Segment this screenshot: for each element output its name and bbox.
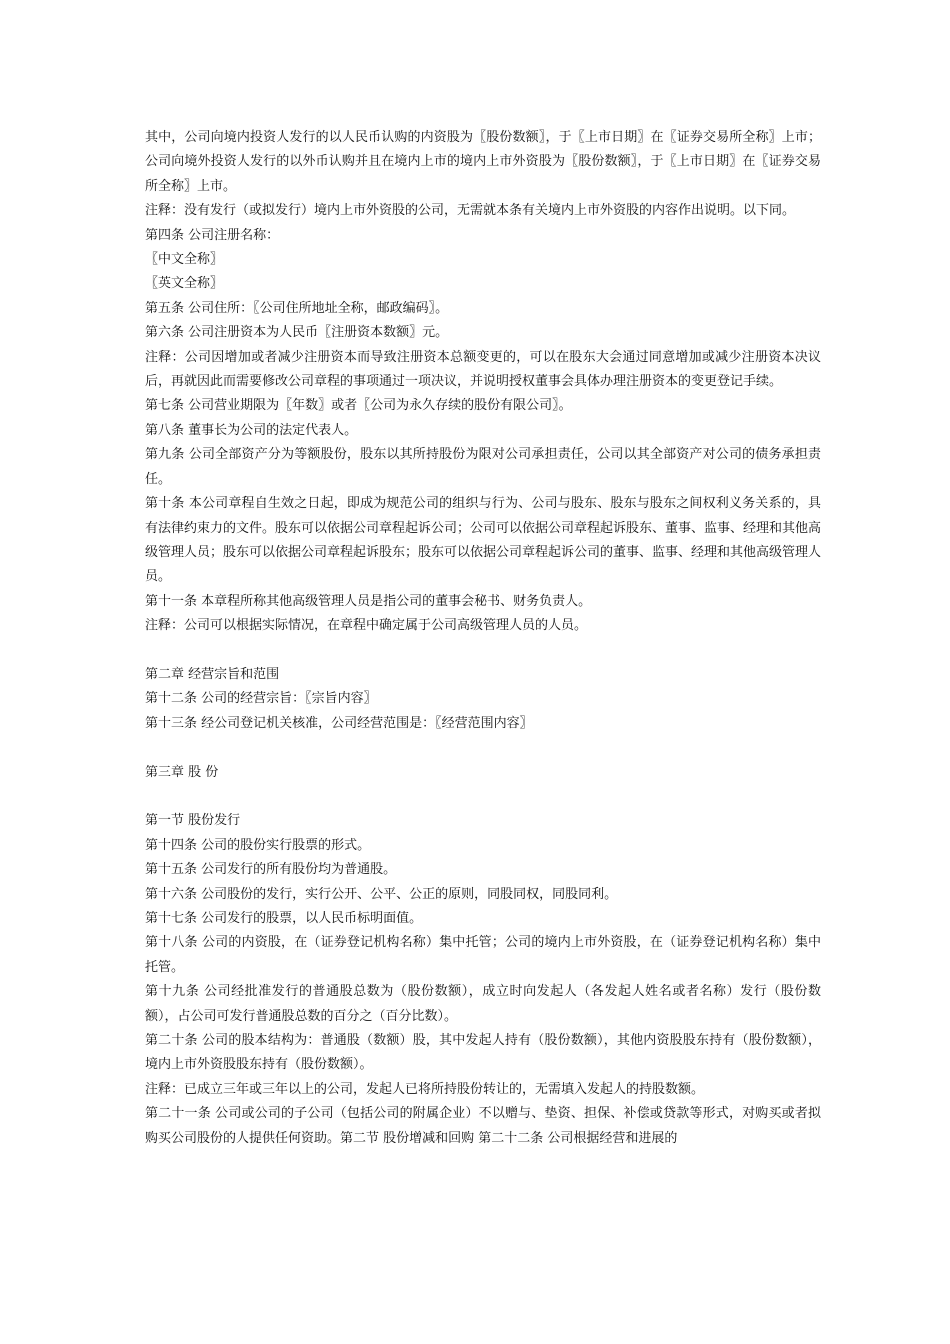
para-note-foreign-shares: 注释：没有发行（或拟发行）境内上市外资股的公司，无需就本条有关境内上市外资股的内容作出说明。以下同。 (145, 203, 796, 219)
article-15: 第十五条 公司发行的所有股份均为普通股。 (145, 862, 397, 878)
article-4: 第四条 公司注册名称： (145, 227, 280, 243)
article-20: 第二十条 公司的股本结构为：普通股（数额）股，其中发起人持有（股份数额），其他内资股股东持有（股份数额），境内上市外资股股东持有（股份数额）。 (145, 1032, 821, 1073)
blank-line (145, 639, 821, 663)
article-9: 第九条 公司全部资产分为等额股份，股东以其所持股份为限对公司承担责任，公司以其全部资产对公司的债务承担责任。 (145, 447, 821, 487)
article-11: 第十一条 本章程所称其他高级管理人员是指公司的董事会秘书、财务负责人。 (145, 593, 592, 609)
para-share-listing: 其中，公司向境内投资人发行的以人民币认购的内资股为〖股份数额〗，于〖上市日期〗在〖证券交易所全称〗上市；公司向境外投资人发行的以外币认购并且在境内上市的境内上市外资股为〖股份数额〗，于〖上市日期〗在〖证券交易所全称〗上市。 (145, 130, 821, 194)
article-18: 第十八条 公司的内资股，在（证券登记机构名称）集中托管；公司的境内上市外资股，在（证券登记机构名称）集中托管。 (145, 935, 821, 975)
para-note-senior-managers: 注释：公司可以根据实际情况，在章程中确定属于公司高级管理人员的人员。 (145, 618, 588, 634)
article-8: 第八条 董事长为公司的法定代表人。 (145, 422, 358, 438)
article-13: 第十三条 经公司登记机关核准，公司经营范围是：〖经营范围内容〗 (145, 715, 533, 731)
blank-line (145, 736, 821, 760)
document-page (145, 126, 821, 1151)
article-21: 第二十一条 公司或公司的子公司（包括公司的附属企业）不以赠与、垫资、担保、补偿或贷款等形式，对购买或者拟购买公司股份的人提供任何资助。第二节 股份增减和回购 第二十二条 公司根据经营和进展的 (145, 1106, 821, 1146)
article-10: 第十条 本公司章程自生效之日起，即成为规范公司的组织与行为、公司与股东、股东与股东之间权利义务关系的，具有法律约束力的文件。股东可以依据公司章程起诉公司；公司可以依据公司章程起诉股东、董事、监事、经理和其他高级管理人员；股东可以依据公司章程起诉股东；股东可以依据公司章程起诉公司的董事、监事、经理和其他高级管理人员。 (145, 496, 822, 585)
article-5: 第五条 公司住所：〖公司住所地址全称，邮政编码〗。 (145, 300, 449, 316)
article-14: 第十四条 公司的股份实行股票的形式。 (145, 837, 371, 853)
para-note-promoter-shares: 注释：已成立三年或三年以上的公司，发起人已将所持股份转让的，无需填入发起人的持股数额。 (145, 1081, 705, 1097)
article-19: 第十九条 公司经批准发行的普通股总数为（股份数额），成立时向发起人（各发起人姓名或者名称）发行（股份数额），占公司可发行普通股总数的百分之（百分比数）。 (145, 984, 821, 1024)
article-6: 第六条 公司注册资本为人民币〖注册资本数额〗元。 (145, 325, 449, 341)
article-16: 第十六条 公司股份的发行，实行公开、公平、公正的原则，同股同权，同股同利。 (145, 886, 618, 902)
chapter-3-heading: 第三章 股 份 (145, 764, 219, 780)
chapter-2-heading: 第二章 经营宗旨和范围 (145, 666, 280, 682)
article-12: 第十二条 公司的经营宗旨：〖宗旨内容〗 (145, 691, 377, 707)
section-1-heading: 第一节 股份发行 (145, 813, 241, 829)
para-chinese-name: 〖中文全称〗 (145, 252, 224, 268)
blank-line (145, 785, 821, 809)
para-english-name: 〖英文全称〗 (145, 276, 224, 292)
article-7: 第七条 公司营业期限为〖年数〗或者〖公司为永久存续的股份有限公司〗。 (145, 398, 572, 414)
para-note-registered-capital: 注释：公司因增加或者减少注册资本而导致注册资本总额变更的，可以在股东大会通过同意增加或减少注册资本决议后，再就因此而需要修改公司章程的事项通过一项决议，并说明授权董事会具体办理注册资本的变更登记手续。 (145, 349, 821, 390)
article-17: 第十七条 公司发行的股票，以人民币标明面值。 (145, 910, 423, 926)
